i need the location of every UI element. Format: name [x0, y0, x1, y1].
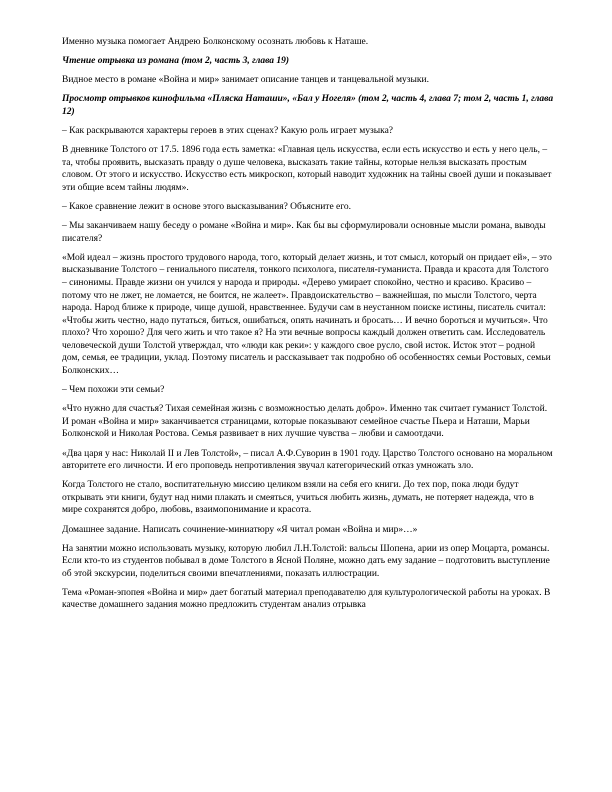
paragraph-homework: Домашнее задание. Написать сочинение-миниатюру «Я читал роман «Война и мир»…»	[62, 524, 418, 535]
paragraph-topic-material: Тема «Роман-эпопея «Война и мир» дает богатый материал преподавателю для культурологической работы на уроках. В качестве домашнего задания можно предложить студентам анализ отрывка	[62, 587, 551, 611]
paragraph-diary-quote: В дневнике Толстого от 17.5. 1896 года есть заметка: «Главная цель искусства, если есть искусство и есть у него цель, – та, чтобы проявить, высказать правду о душе человека, высказать такие тайны, которые нельзя высказать простым словом. От этого и искусство. Искусство есть микроскоп, который наводит художник на тайны своей души и показывает эти общие всем тайны людям».	[62, 145, 552, 193]
paragraph-dance-description: Видное место в романе «Война и мир» занимает описание танцев и танцевальной музыки.	[62, 75, 429, 86]
paragraph-music-suggestion: На занятии можно использовать музыку, которую любил Л.Н.Толстой: вальсы Шопена, арии из опер Моцарта, романсы. Если кто-то из студентов побывал в доме Толстого в Ясной Поляне, можно дать ему задание – подготовить выступление об этой экскурсии, поделиться своими впечатлениями, показать иллюстрации.	[62, 543, 550, 579]
paragraph-legacy: Когда Толстого не стало, воспитательную миссию целиком взяли на себя его книги. До тех пор, пока люди будут открывать эти книги, будут над ними плакать и смеяться, учиться любить жизнь, думать, не потеряет надежда, что в мире сохранятся добро, любовь, взаимопонимание и красота.	[62, 480, 534, 516]
document-page	[62, 36, 554, 619]
question-comparison: – Какое сравнение лежит в основе этого высказывания? Объясните его.	[62, 201, 352, 212]
question-families: – Чем похожи эти семьи?	[62, 385, 165, 396]
heading-film-excerpts: Просмотр отрывков кинофильма «Пляска Наташи», «Бал у Ногеля» (том 2, часть 4, глава 7; том 2, часть 1, глава 12)	[62, 94, 554, 117]
paragraph-intro: Именно музыка помогает Андрею Болконскому осознать любовь к Наташе.	[62, 37, 369, 47]
heading-reading-excerpt: Чтение отрывка из романа (том 2, часть 3, глава 19)	[62, 56, 290, 67]
question-characters-music: – Как раскрываются характеры героев в этих сценах? Какую роль играет музыка?	[62, 125, 394, 136]
paragraph-two-tsars: «Два царя у нас: Николай II и Лев Толстой», – писал А.Ф.Суворин в 1901 году. Царство Толстого основано на моральном авторитете его личности. И его проповедь непротивления звучал категорический отказ умножать зло.	[62, 448, 553, 472]
paragraph-happiness: «Что нужно для счастья? Тихая семейная жизнь с возможностью делать добро». Именно так считает гуманист Толстой. И роман «Война и мир» заканчивается страницами, которые показывают семейное счастье Пьера и Наташи, Марьи Болконской и Николая Ростова. Семья развивает в них лучшие чувства – любви и самоотдачи.	[62, 404, 548, 440]
paragraph-ideal-life: «Мой идеал – жизнь простого трудового народа, того, который делает жизнь, и тот смысл, который он придает ей», – это высказывание Толстого – гениального писателя, тонкого психолога, писателя-гуманиста. Правда и красота для Толстого – синонимы. Правде жизни он учился у народа и природы. «Дерево умирает спокойно, честно и красиво. Красиво – потому что не лжет, не ломается, не боится, не жалеет». Правдоискательство – важнейшая, по мысли Толстого, черта народа. Народ ближе к природе, чище душой, нравственнее. Будучи сам в неустанном поиске истины, писатель считал: «Чтобы жить честно, надо путаться, биться, ошибаться, опять начинать и бросать… И вечно бороться и мучиться». Что плохо? Что хорошо? Для чего жить и что такое я? На эти вечные вопросы каждый должен ответить сам. Исследователь человеческой души Толстой утверждал, что «люди как реки»: у каждого свое русло, свой исток. Исток этот – родной дом, семья, ее традиции, уклад. Поэтому писатель и рассказывает так подробно об особенностях семьи Ростовых, семьи Болконских…	[62, 252, 552, 377]
question-main-ideas: – Мы заканчиваем нашу беседу о романе «Война и мир». Как бы вы сформулировали основные мысли романа, выводы писателя?	[62, 221, 546, 244]
